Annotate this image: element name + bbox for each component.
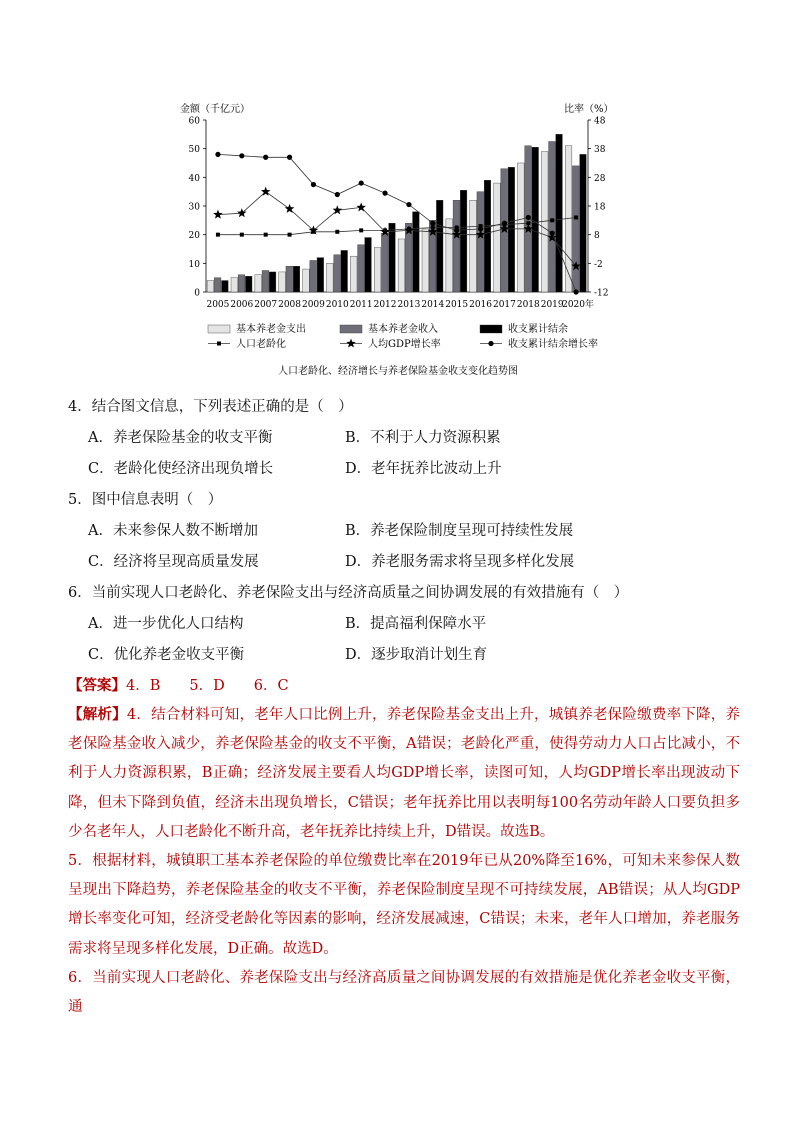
legend-label: 人均GDP增长率	[368, 339, 441, 350]
legend-swatch	[480, 325, 502, 333]
question-stem: 5．图中信息表明（ ）	[68, 492, 223, 508]
answer-line	[68, 672, 740, 700]
bar	[580, 154, 587, 292]
right-tick-label: 48	[594, 116, 606, 127]
circle-marker	[335, 192, 340, 197]
chart-figure	[168, 96, 628, 381]
right-tick-label: 38	[594, 145, 606, 156]
x-tick-label: 2007	[254, 300, 278, 310]
x-tick-label: 2015	[445, 300, 469, 310]
bar	[231, 278, 238, 292]
bar	[222, 281, 229, 292]
left-tick-label: 0	[194, 288, 200, 299]
bar	[350, 256, 357, 292]
question-stem: 4．结合图文信息，下列表述正确的是（ ）	[68, 399, 353, 415]
x-tick-label: 2010	[325, 300, 349, 310]
right-tick-label: -12	[594, 288, 609, 299]
x-tick-label: 2009	[301, 300, 325, 310]
left-tick-label: 50	[188, 145, 200, 156]
answer-text: 4．B 5．D 6．C	[126, 678, 289, 694]
x-tick-label: 2006	[230, 300, 254, 310]
bar	[365, 238, 372, 292]
x-tick-label: 2020年	[562, 300, 595, 310]
circle-marker	[239, 153, 244, 158]
star-marker	[213, 210, 223, 219]
left-tick-label: 60	[188, 116, 200, 127]
left-tick-label: 20	[188, 231, 200, 242]
bar	[238, 275, 245, 292]
bar	[341, 250, 348, 292]
analysis-label: 【解析】	[68, 706, 127, 723]
bar	[389, 223, 396, 292]
legend-label: 基本养老金收入	[368, 324, 438, 335]
bar	[293, 266, 300, 292]
x-tick-label: 2019	[540, 300, 564, 310]
circle-marker	[406, 202, 411, 207]
bar	[255, 275, 262, 292]
square-marker	[264, 233, 268, 237]
bar	[207, 281, 214, 292]
bar	[214, 278, 221, 292]
right-tick-label: -2	[594, 259, 603, 270]
right-tick-label: 28	[594, 173, 606, 184]
legend-swatch	[340, 325, 362, 333]
bar	[279, 272, 286, 292]
analysis-paragraph-5: 5．根据材料，城镇职工基本养老保险的单位缴费比率在2019年已从20%降至16%，可知未来参保人数呈现出下降趋势，养老保险基金的收支不平衡，养老保险制度呈现不可持续发展，AB错误；从人均GDP增长率变化可知，经济受老龄化等因素的影响，经济发展减速，C错误；未来，老年人口增加，养老服务需求将呈现多样化发展，D正确。故选D。	[68, 853, 740, 957]
bar	[518, 163, 525, 292]
right-tick-label: 8	[594, 231, 600, 242]
bar	[572, 166, 579, 292]
circle-marker	[526, 215, 531, 220]
bar	[549, 142, 556, 293]
star-marker	[356, 202, 366, 211]
circle-marker	[454, 228, 459, 233]
question-list	[68, 392, 748, 671]
bar	[327, 263, 334, 292]
left-tick-label: 40	[188, 173, 200, 184]
x-tick-label: 2017	[492, 300, 516, 310]
square-marker	[550, 218, 554, 222]
option-c: C．优化养老金收支平衡	[88, 647, 245, 663]
circle-marker	[430, 221, 435, 226]
bar	[310, 260, 317, 292]
option-b: B．提高福利保障水平	[345, 616, 487, 632]
option-row	[68, 454, 748, 485]
right-axis-title: 比率（%）	[564, 104, 614, 115]
analysis-paragraph-6: 6．当前实现人口老龄化、养老保险支出与经济高质量之间协调发展的有效措施是优化养老金收支平衡，通	[68, 969, 740, 1016]
option-d: D．养老服务需求将呈现多样化发展	[345, 554, 575, 570]
circle-marker	[287, 155, 292, 160]
star-marker	[237, 208, 247, 217]
legend-swatch	[208, 325, 230, 333]
circle-marker	[359, 180, 364, 185]
option-d: D．老年抚养比波动上升	[345, 461, 502, 477]
left-tick-label: 30	[188, 202, 200, 213]
bar	[334, 255, 341, 292]
legend-label: 人口老龄化	[236, 339, 286, 350]
bar	[245, 276, 252, 292]
bar	[494, 183, 501, 292]
option-d: D．逐步取消计划生育	[345, 647, 488, 663]
square-marker	[216, 233, 220, 237]
star-marker	[346, 339, 356, 348]
bar	[381, 233, 388, 292]
x-tick-label: 2018	[516, 300, 540, 310]
option-row	[68, 516, 748, 547]
bar	[484, 180, 491, 292]
x-tick-label: 2013	[397, 300, 421, 310]
legend-label: 收支累计结余增长率	[508, 339, 598, 350]
left-axis-title: 金额（千亿元）	[180, 104, 250, 115]
circle-marker	[215, 152, 220, 157]
bar	[556, 134, 563, 292]
answer-analysis	[68, 672, 740, 1022]
bar	[413, 212, 420, 292]
question-6	[68, 578, 748, 671]
bar	[303, 269, 310, 292]
option-a: A．进一步优化人口结构	[88, 616, 244, 632]
circle-marker	[382, 191, 387, 196]
analysis-text	[68, 700, 740, 1022]
x-tick-label: 2012	[373, 300, 397, 310]
circle-marker	[488, 341, 493, 346]
answer-label: 【答案】	[68, 677, 126, 694]
circle-marker	[573, 289, 578, 294]
square-marker	[240, 233, 244, 237]
chart-title: 人口老龄化、经济增长与养老保险基金收支变化趋势图	[278, 366, 518, 377]
option-b: B．不利于人力资源积累	[345, 430, 501, 446]
bar	[460, 190, 467, 292]
square-marker	[359, 228, 363, 232]
legend-label: 基本养老金支出	[236, 324, 306, 335]
bar	[358, 245, 365, 292]
x-tick-label: 2014	[421, 300, 445, 310]
right-tick-label: 18	[594, 202, 606, 213]
bar	[422, 229, 429, 292]
option-row	[68, 547, 748, 578]
circle-marker	[478, 226, 483, 231]
circle-marker	[550, 231, 555, 236]
option-b: B．养老保险制度呈现可持续性发展	[345, 523, 574, 539]
bar	[508, 167, 515, 292]
bar	[262, 271, 269, 293]
circle-marker	[311, 182, 316, 187]
option-c: C．经济将呈现高质量发展	[88, 554, 259, 570]
square-marker	[217, 342, 221, 346]
bar	[453, 200, 460, 292]
circle-marker	[263, 155, 268, 160]
question-5	[68, 485, 748, 578]
x-tick-label: 2005	[206, 300, 230, 310]
square-marker	[335, 230, 339, 234]
legend-label: 收支累计结余	[508, 324, 568, 335]
square-marker	[288, 233, 292, 237]
bar	[470, 200, 477, 292]
bar	[532, 147, 539, 292]
x-tick-label: 2011	[349, 300, 373, 310]
x-tick-label: 2008	[278, 300, 302, 310]
analysis-paragraph-4: 【解析】4．结合材料可知，老年人口比例上升，养老保险基金支出上升，城镇养老保险缴费率下降，养老保险基金收入减少，养老保险基金的收支不平衡，A错误；老龄化严重，使得劳动力人口占比减小，不利于人力资源积累，B正确；经济发展主要看人均GDP增长率，读图可知，人均GDP增长率出现波动下降，但未下降到负值，经济未出现负增长，C错误；老年抚养比用以表明每100名劳动年龄人口要负担多少名老年人，人口老龄化不断升高，老年抚养比持续上升，D错误。故选B。	[68, 706, 740, 840]
circle-marker	[502, 221, 507, 226]
question-stem: 6．当前实现人口老龄化、养老保险支出与经济高质量之间协调发展的有效措施有（ ）	[68, 585, 629, 601]
question-4	[68, 392, 748, 485]
trend-chart	[168, 96, 628, 381]
option-row	[68, 640, 748, 671]
x-tick-label: 2016	[469, 300, 493, 310]
bar	[477, 192, 484, 292]
bar	[374, 248, 381, 292]
square-marker	[574, 215, 578, 219]
option-a: A．养老保险基金的收支平衡	[88, 430, 273, 446]
bar	[269, 272, 276, 292]
option-a: A．未来参保人数不断增加	[88, 523, 258, 539]
option-row	[68, 609, 748, 640]
left-tick-label: 10	[188, 259, 200, 270]
bar	[446, 219, 453, 292]
option-c: C．老龄化使经济出现负增长	[88, 461, 274, 477]
bar	[398, 239, 405, 292]
option-row	[68, 423, 748, 454]
bar	[317, 258, 324, 292]
bar	[286, 266, 293, 292]
bar	[436, 200, 443, 292]
